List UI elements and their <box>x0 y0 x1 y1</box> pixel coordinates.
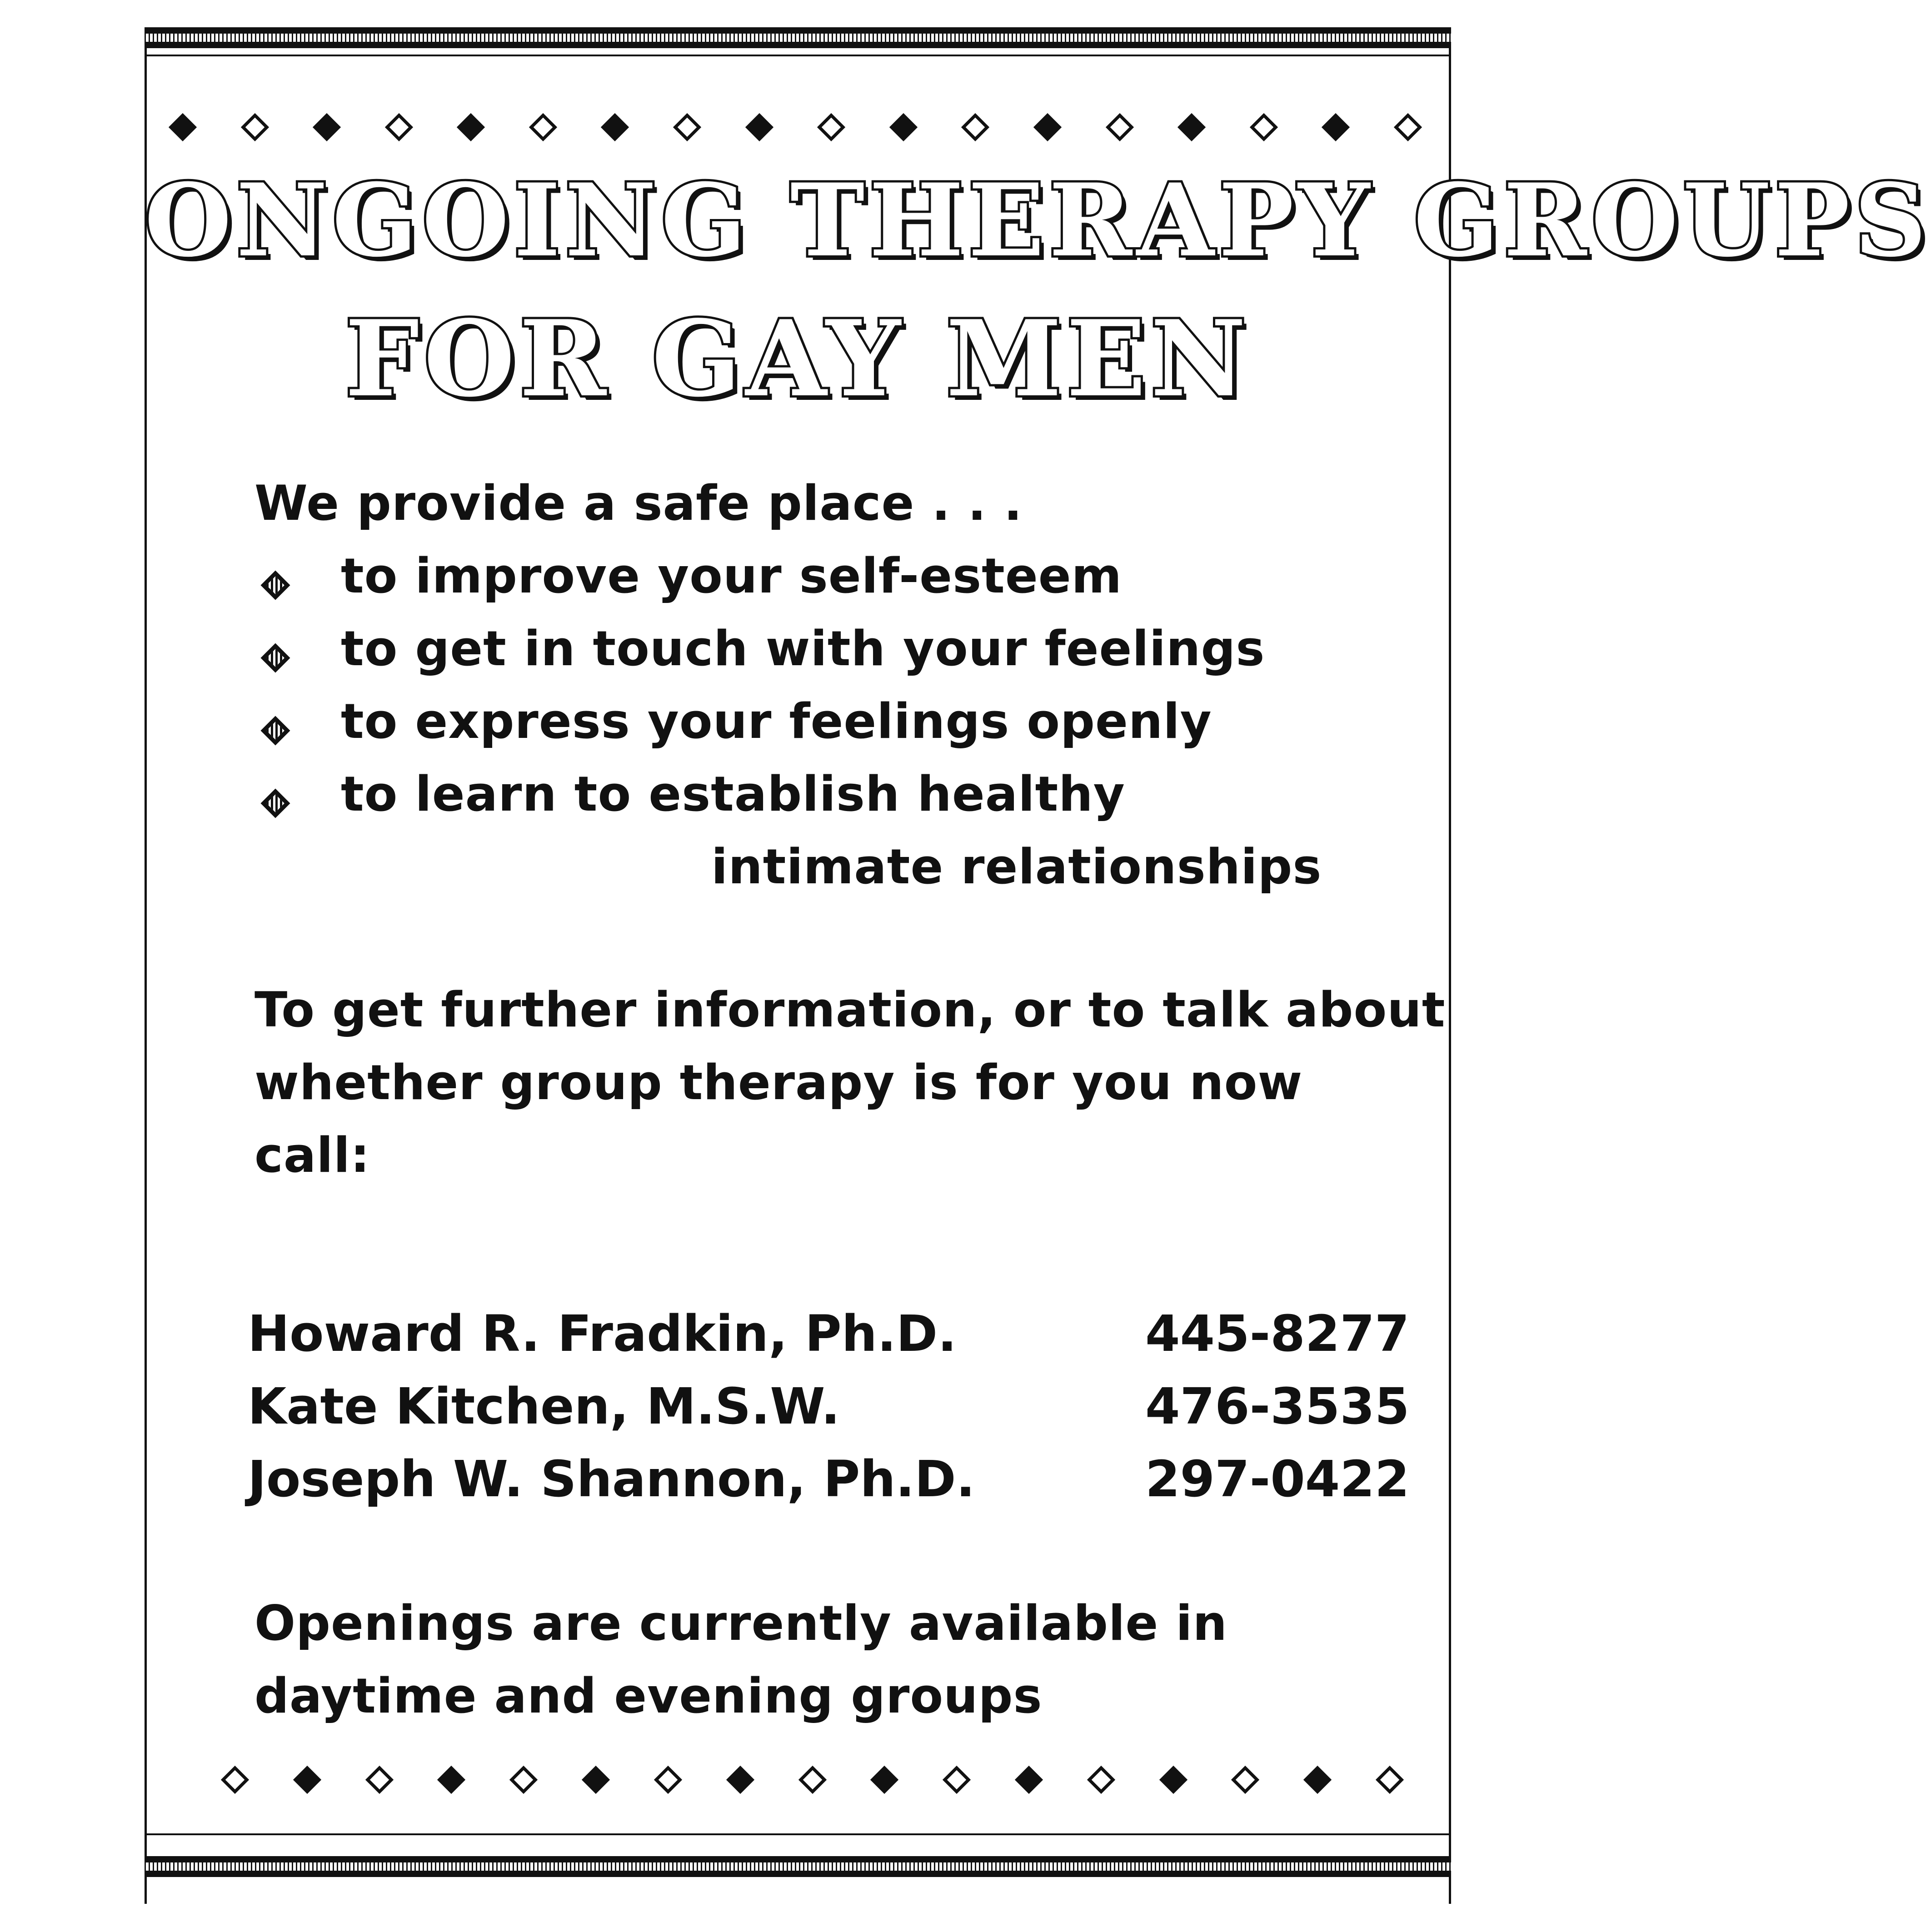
open-diamond-icon <box>1105 113 1133 141</box>
open-diamond-icon <box>365 1766 394 1794</box>
bullet-item: to express your feelings openly <box>341 693 1212 749</box>
bottom-border-band <box>145 1856 1451 1877</box>
info-line-3: call: <box>254 1127 370 1183</box>
bullet-item: to improve your self-esteem <box>341 548 1123 604</box>
bullet-item: to learn to establish healthy <box>341 766 1125 822</box>
open-diamond-icon <box>1376 1766 1404 1794</box>
filled-diamond-icon <box>745 113 773 141</box>
filled-diamond-icon <box>1015 1766 1043 1794</box>
info-line-1: To get further information, or to talk about <box>254 982 1446 1038</box>
page-title-line-2: FOR GAY MEN <box>345 298 1251 420</box>
filled-diamond-icon <box>1303 1766 1332 1794</box>
filled-diamond-icon <box>437 1766 465 1794</box>
open-diamond-icon <box>221 1766 249 1794</box>
intro-text: We provide a safe place . . . <box>254 475 1023 531</box>
filled-diamond-icon <box>1322 113 1350 141</box>
top-border-band <box>145 27 1451 48</box>
filled-diamond-icon <box>293 1766 321 1794</box>
contact-name: Joseph W. Shannon, Ph.D. <box>248 1450 975 1508</box>
open-diamond-icon <box>943 1766 971 1794</box>
filled-diamond-icon <box>601 113 629 141</box>
bottom-divider <box>145 1833 1451 1835</box>
filled-diamond-icon <box>1178 113 1206 141</box>
open-diamond-icon <box>1394 113 1422 141</box>
open-diamond-icon <box>1231 1766 1259 1794</box>
open-diamond-icon <box>509 1766 538 1794</box>
top-diamond-row <box>173 117 1418 137</box>
open-diamond-icon <box>961 113 989 141</box>
filled-diamond-icon <box>457 113 485 141</box>
filled-diamond-icon <box>889 113 918 141</box>
top-divider <box>145 55 1451 56</box>
open-diamond-icon <box>673 113 701 141</box>
info-line-2: whether group therapy is for you now <box>254 1055 1303 1110</box>
open-diamond-icon <box>1250 113 1278 141</box>
filled-diamond-icon <box>1159 1766 1187 1794</box>
open-diamond-icon <box>654 1766 682 1794</box>
open-diamond-icon <box>817 113 845 141</box>
filled-diamond-icon <box>582 1766 610 1794</box>
filled-diamond-icon <box>169 113 197 141</box>
open-diamond-icon <box>385 113 413 141</box>
contact-phone: 297-0422 <box>1145 1450 1410 1508</box>
bullet-continuation: intimate relationships <box>711 839 1322 895</box>
filled-diamond-icon <box>726 1766 754 1794</box>
contact-name: Howard R. Fradkin, Ph.D. <box>248 1305 957 1363</box>
open-diamond-icon <box>1087 1766 1115 1794</box>
filled-diamond-icon <box>870 1766 898 1794</box>
filled-diamond-icon <box>1033 113 1062 141</box>
bullet-item: to get in touch with your feelings <box>341 621 1265 677</box>
bottom-diamond-row <box>225 1770 1400 1790</box>
contact-phone: 476-3535 <box>1145 1377 1410 1435</box>
page-title-line-1: ONGOING THERAPY GROUPS <box>145 161 1931 279</box>
contact-name: Kate Kitchen, M.S.W. <box>248 1377 840 1435</box>
open-diamond-icon <box>240 113 269 141</box>
open-diamond-icon <box>529 113 557 141</box>
openings-line-1: Openings are currently available in <box>254 1595 1227 1651</box>
openings-line-2: daytime and evening groups <box>254 1668 1043 1724</box>
open-diamond-icon <box>798 1766 826 1794</box>
contact-phone: 445-8277 <box>1145 1305 1410 1363</box>
filled-diamond-icon <box>313 113 341 141</box>
